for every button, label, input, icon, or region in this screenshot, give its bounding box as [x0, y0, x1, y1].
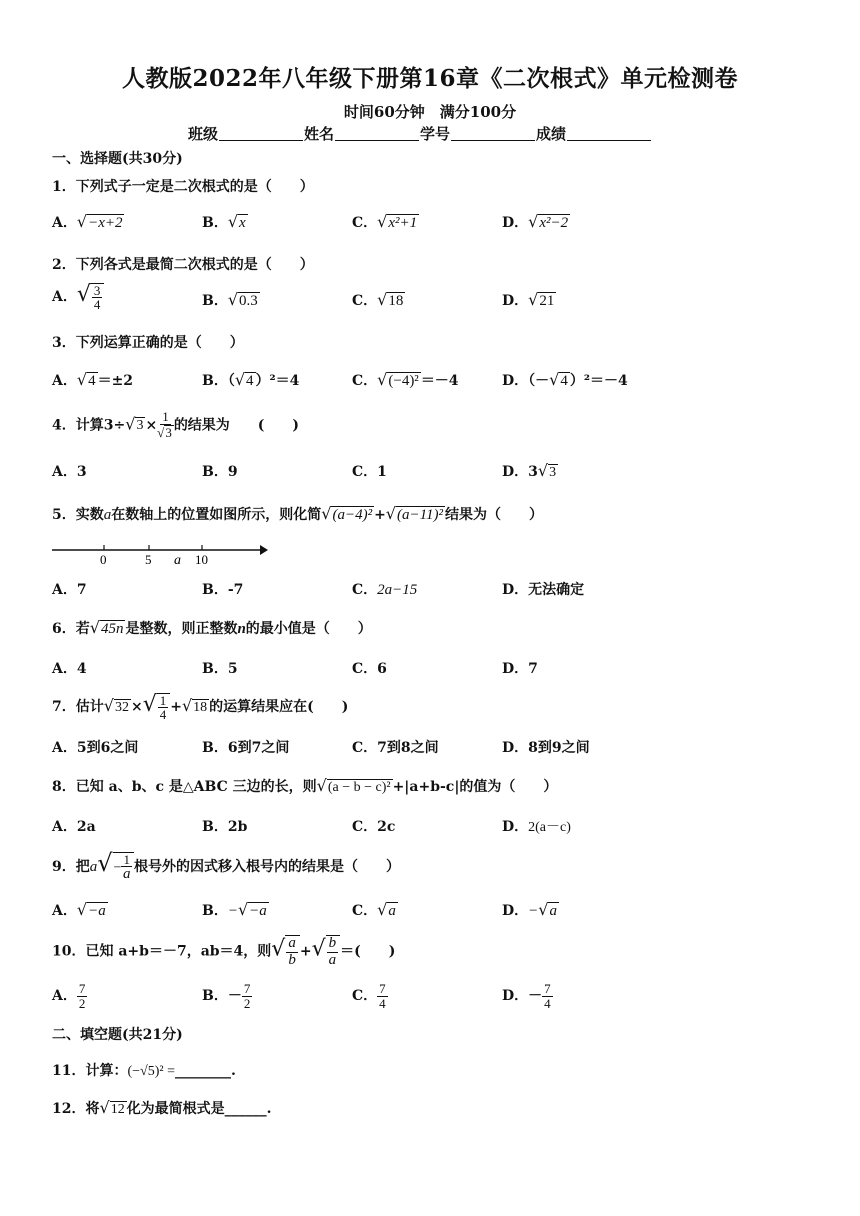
question-10: 10．已知 a+b＝－7，ab＝4，则√ $\frac{a}{b}$ +√ $\frac{b}{a}$ ＝( )	[52, 935, 396, 968]
option-c[interactable]: C．2a−15	[352, 582, 418, 598]
options-10	[52, 982, 832, 1020]
option-b[interactable]: B．－ $\frac{7}{2}$	[202, 981, 251, 1011]
question-2: 2．下列各式是最简二次根式的是（ ）	[52, 257, 314, 273]
name-label: 姓名	[304, 125, 335, 143]
question-3: 3．下列运算正确的是（ ）	[52, 335, 244, 351]
options-5	[52, 579, 832, 605]
options-7	[52, 737, 832, 763]
option-d[interactable]: D．7	[502, 661, 538, 677]
tick-label: 10	[195, 552, 208, 567]
option-b[interactable]: B．2b	[202, 819, 248, 835]
tick-label: a	[174, 553, 181, 568]
question-text: 下列式子一定是二次根式的是（ ）	[75, 179, 314, 195]
option-c[interactable]: C．2c	[352, 819, 396, 835]
option-c[interactable]: C．7到8之间	[352, 740, 439, 756]
option-a[interactable]: A．√−x+2	[52, 212, 123, 231]
option-c[interactable]: C．√18	[352, 290, 404, 309]
question-1	[52, 176, 314, 196]
option-c[interactable]: C．√(−4)² ＝－4	[352, 370, 459, 389]
question-number: 1．	[52, 179, 76, 195]
answer-blank[interactable]: 化为最简根式是______.	[126, 1101, 272, 1117]
question-5: 5．实数a在数轴上的位置如图所示，则化简√(a−4)² +√(a−11)² 结果为（ ）	[52, 504, 543, 523]
option-b[interactable]: B．√0.3	[202, 290, 258, 309]
option-d[interactable]: D．－ $\frac{7}{4}$	[502, 981, 551, 1011]
option-d[interactable]: D．8到9之间	[502, 740, 590, 756]
question-4: 4．计算3÷√3 × $\frac{1}{√3}$ 的结果为 ( )	[52, 409, 300, 440]
option-a[interactable]: A．7	[52, 582, 87, 598]
student-info	[188, 123, 652, 144]
arrow-right-icon	[260, 545, 268, 555]
question-text: 下列运算正确的是（ ）	[75, 335, 244, 351]
question-11: 11．计算：(−√5)² =________.	[52, 1063, 236, 1079]
class-label: 班级	[188, 125, 219, 143]
options-3	[52, 370, 832, 396]
option-c[interactable]: C．√a	[352, 900, 396, 919]
question-6: 6．若√45n 是整数，则正整数n的最小值是（ ）	[52, 618, 372, 637]
option-d[interactable]: D．√21	[502, 290, 555, 309]
option-d[interactable]: D．3√3	[502, 461, 557, 480]
option-d[interactable]: D．无法确定	[502, 582, 585, 598]
option-d[interactable]: D．（－√4 ）²＝－4	[502, 370, 628, 389]
option-a[interactable]: A．√−a	[52, 900, 106, 919]
option-d[interactable]: D．−√a	[502, 900, 557, 919]
id-blank[interactable]	[451, 126, 535, 141]
class-blank[interactable]	[219, 126, 303, 141]
option-b[interactable]: B．−√−a	[202, 900, 267, 919]
option-b[interactable]: B．6到7之间	[202, 740, 290, 756]
id-label: 学号	[420, 125, 451, 143]
question-9: 9．把a√− $\frac{1}{a}$ 根号外的因式移入根号内的结果是（ ）	[52, 849, 400, 883]
option-c[interactable]: C． $\frac{7}{4}$	[352, 981, 386, 1011]
option-c[interactable]: C．1	[352, 464, 387, 480]
option-a[interactable]: A．2a	[52, 819, 96, 835]
option-a[interactable]: A． $\frac{7}{2}$	[52, 981, 86, 1011]
options-4	[52, 461, 832, 487]
section-choice: 一、选择题(共30分)	[52, 151, 183, 167]
tick-label: 0	[100, 552, 107, 567]
option-a[interactable]: A．3	[52, 464, 87, 480]
option-d[interactable]: D．√x²−2	[502, 212, 569, 231]
option-c[interactable]: C．6	[352, 661, 387, 677]
option-b[interactable]: B．√x	[202, 212, 246, 231]
exam-meta: 时间60分钟 满分100分	[343, 103, 517, 121]
tick-label: 5	[145, 552, 152, 567]
options-8	[52, 816, 832, 842]
question-12: 12．将√12 化为最简根式是______.	[52, 1098, 272, 1117]
section-fill: 二、填空题(共21分)	[52, 1027, 183, 1043]
option-a[interactable]: A．4	[52, 661, 87, 677]
options-1	[52, 212, 832, 238]
option-a[interactable]: A．5到6之间	[52, 740, 139, 756]
number-line	[52, 538, 272, 568]
question-text: 下列各式是最简二次根式的是（ ）	[75, 257, 314, 273]
option-a[interactable]: A．√4 ＝±2	[52, 370, 134, 389]
answer-blank[interactable]: ________.	[174, 1063, 236, 1079]
option-d[interactable]: D．2(a－c)	[502, 819, 571, 835]
page-title: 人教版2022年八年级下册第16章《二次根式》单元检测卷	[121, 65, 739, 92]
option-b[interactable]: B．（√4 ）²＝4	[202, 370, 300, 389]
option-a[interactable]: A．√ $\frac{3}{4}$	[52, 282, 104, 312]
option-c[interactable]: C．√x²+1	[352, 212, 418, 231]
option-b[interactable]: B．5	[202, 661, 238, 677]
options-2	[52, 282, 832, 322]
option-b[interactable]: B．-7	[202, 582, 244, 598]
question-7: 7．估计√32 ×√ $\frac{1}{4}$ +√18 的运算结果应在( )	[52, 692, 349, 723]
name-blank[interactable]	[335, 126, 419, 141]
question-8: 8．已知 a、b、c 是△ABC 三边的长，则√(a − b − c)² +|a+b-c|的值为（ ）	[52, 776, 558, 795]
score-blank[interactable]	[567, 126, 651, 141]
option-b[interactable]: B．9	[202, 464, 238, 480]
score-label: 成绩	[536, 125, 567, 143]
options-9	[52, 900, 832, 926]
options-6	[52, 658, 832, 684]
